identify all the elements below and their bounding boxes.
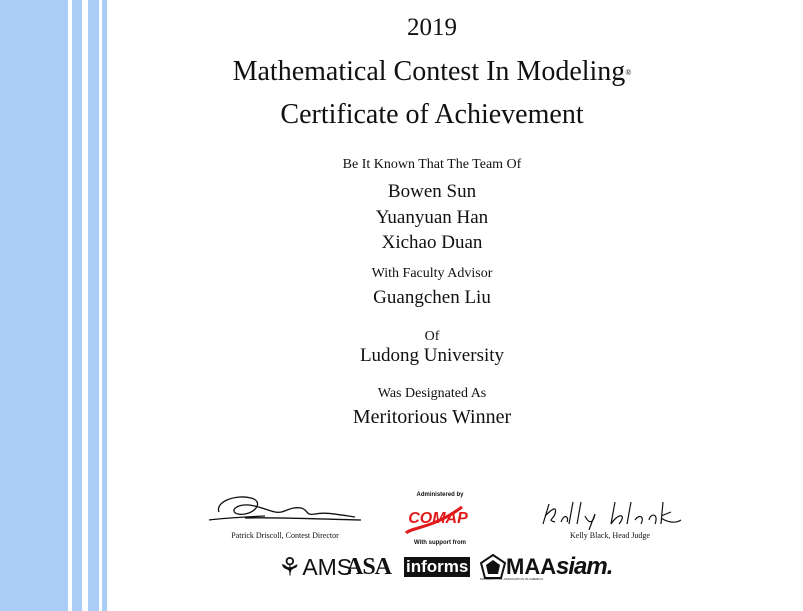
team-member: Xichao Duan: [381, 232, 483, 253]
comap-logo: [402, 499, 474, 537]
ams-text: AMS: [302, 553, 353, 580]
stripe: [72, 0, 82, 611]
award-title: Meritorious Winner: [352, 406, 512, 428]
designation-label: Was Designated As: [377, 386, 487, 401]
administered-by-label: Administered by: [416, 492, 464, 498]
maa-text: MAA: [506, 554, 557, 579]
advisor-name: Guangchen Liu: [373, 287, 491, 308]
university-name: Ludong University: [359, 345, 505, 366]
ams-emblem-icon: ⚘: [278, 551, 302, 582]
siam-logo: siam.: [556, 553, 613, 580]
stripe: [88, 0, 99, 611]
with-support-label: With support from: [414, 540, 466, 546]
director-signature: [205, 490, 365, 526]
informs-logo: [404, 553, 470, 581]
stripe: [102, 0, 107, 611]
registered-mark: ®: [625, 68, 632, 77]
contest-name: Mathematical Contest In Modeling: [232, 56, 626, 87]
contest-title: [110, 56, 754, 88]
maa-subtitle: MATHEMATICAL ASSOCIATION OF AMERICA: [480, 577, 544, 581]
of-label: Of: [424, 329, 440, 344]
director-caption: Patrick Driscoll, Contest Director: [231, 531, 339, 540]
certificate-year: 2019: [407, 14, 457, 41]
intro-text: Be It Known That The Team Of: [342, 157, 522, 172]
advisor-label: With Faculty Advisor: [371, 266, 493, 281]
ams-logo: [278, 553, 352, 581]
comap-text: COMAP: [408, 510, 468, 527]
informs-text: informs: [406, 557, 469, 576]
stripe: [0, 0, 68, 611]
asa-logo: ASA: [346, 553, 392, 580]
judge-caption: Kelly Black, Head Judge: [570, 531, 650, 540]
decorative-stripes: [0, 0, 110, 611]
team-member: Yuanyuan Han: [375, 207, 489, 228]
judge-signature: [535, 498, 685, 530]
certificate-title: Certificate of Achievement: [280, 99, 584, 130]
team-member: Bowen Sun: [387, 181, 477, 202]
